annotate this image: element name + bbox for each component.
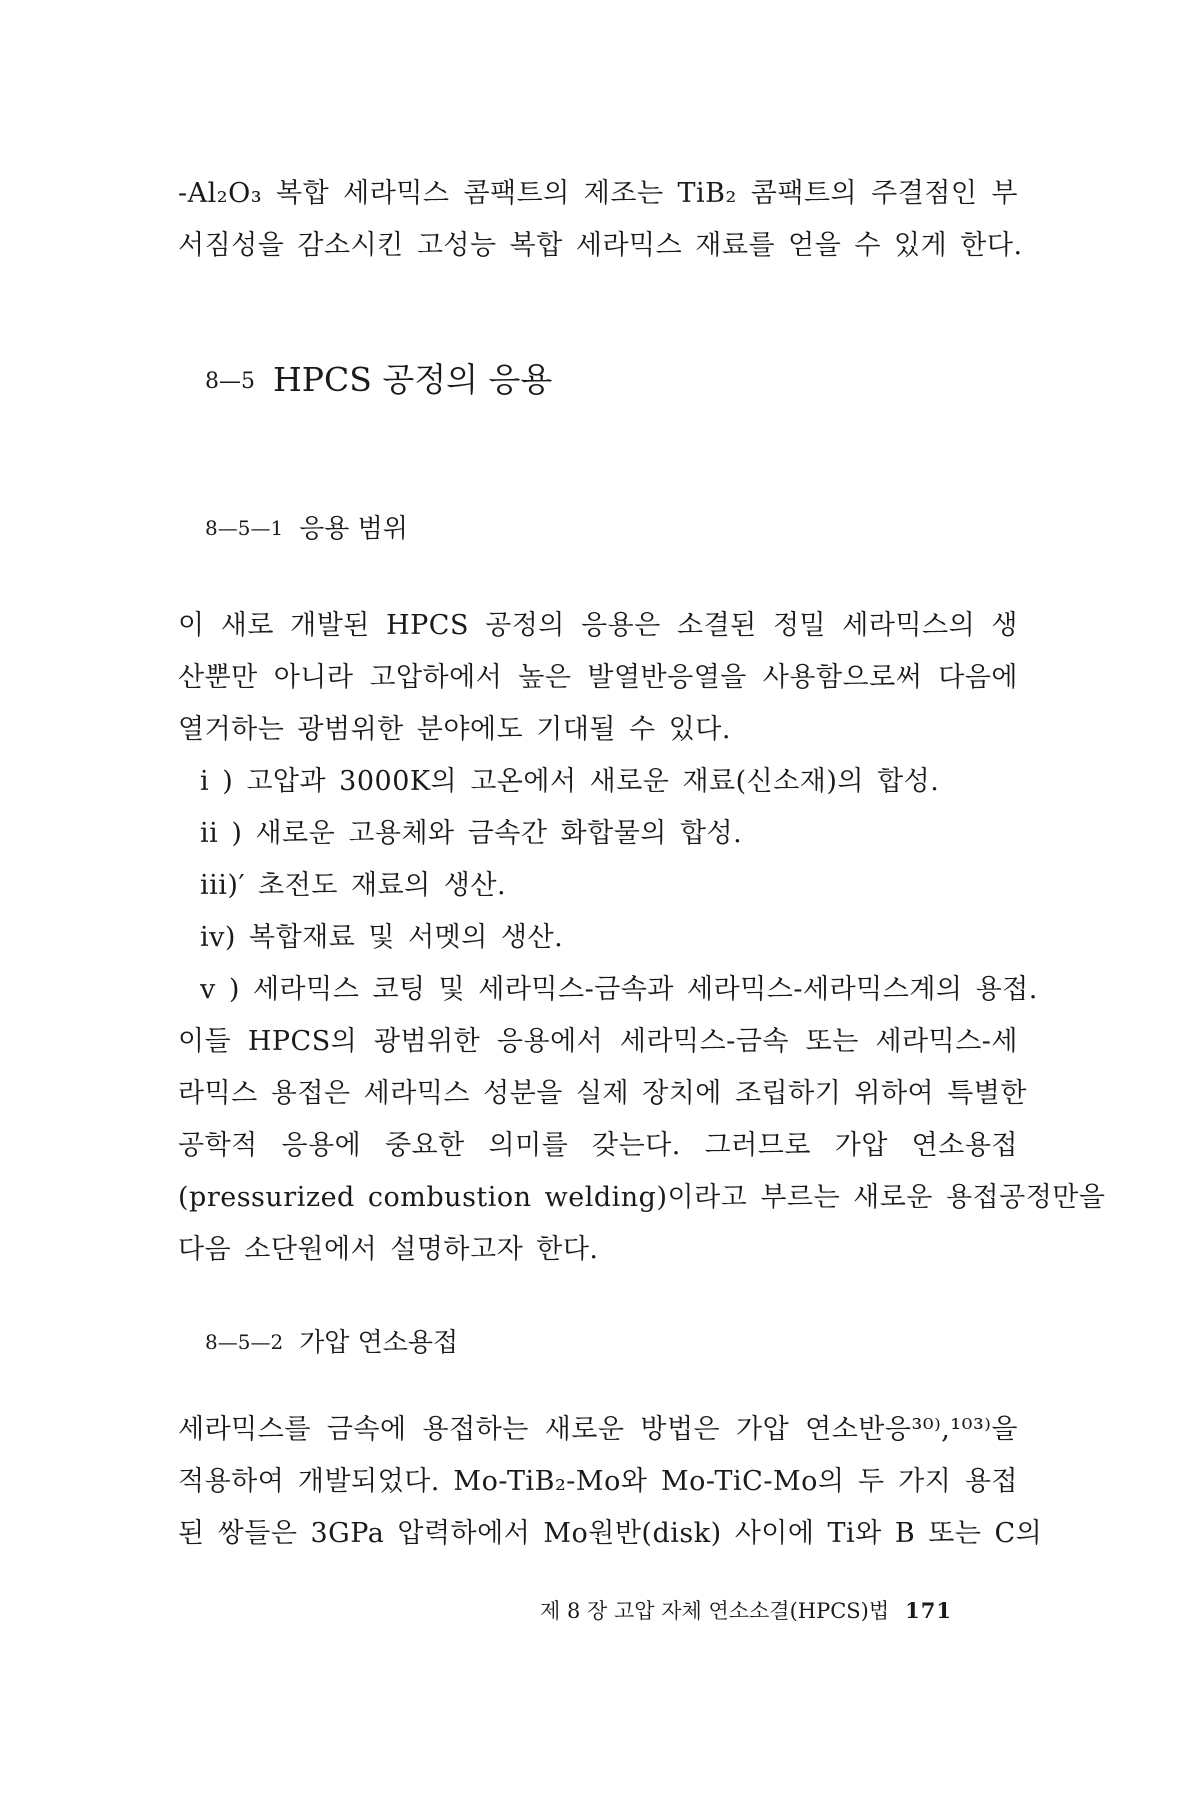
- intro-paragraph: [178, 168, 1023, 272]
- section-number: 8—5: [205, 369, 255, 394]
- text-line: 이들 HPCS의 광범위한 응용에서 세라믹스-금속 또는 세라믹스-세: [178, 1026, 1018, 1057]
- text-line: 세라믹스를 금속에 용접하는 새로운 방법은 가압 연소반응³⁰⁾,¹⁰³⁾을: [178, 1414, 1018, 1445]
- body-paragraph: [178, 1404, 1043, 1560]
- text-line: 다음 소단원에서 설명하고자 한다.: [178, 1234, 599, 1265]
- section-heading: [205, 355, 552, 407]
- text-line: (pressurized combustion welding)이라고 부르는 새로운 용접공정만을: [178, 1182, 1106, 1213]
- text-line: 공학적 응용에 중요한 의미를 갖는다. 그러므로 가압 연소용접: [178, 1130, 1018, 1161]
- subsection-heading: [205, 508, 408, 549]
- section-title: HPCS 공정의 응용: [273, 360, 553, 399]
- list-item: v ) 세라믹스 코팅 및 세라믹스-금속과 세라믹스-세라믹스계의 용접.: [200, 974, 1038, 1005]
- text-line: 이 새로 개발된 HPCS 공정의 응용은 소결된 정밀 세라믹스의 생: [178, 610, 1018, 641]
- subsection-title: 가압 연소용접: [299, 1328, 459, 1358]
- text-line: 서짐성을 감소시킨 고성능 복합 세라믹스 재료를 얻을 수 있게 한다.: [178, 230, 1023, 261]
- list-item: iii)′ 초전도 재료의 생산.: [200, 870, 507, 901]
- subsection-number: 8—5—2: [205, 1330, 284, 1354]
- application-list: [178, 756, 1038, 1016]
- text-line: 라믹스 용접은 세라믹스 성분을 실제 장치에 조립하기 위하여 특별한: [178, 1078, 1027, 1109]
- subsection-title: 응용 범위: [299, 514, 408, 544]
- chapter-title: 제 8 장 고압 자체 연소소결(HPCS)법: [540, 1599, 890, 1623]
- text-line: 된 쌍들은 3GPa 압력하에서 Mo원반(disk) 사이에 Ti와 B 또는 C의: [178, 1518, 1043, 1549]
- subsection-heading: [205, 1322, 458, 1363]
- list-item: ii ) 새로운 고용체와 금속간 화합물의 합성.: [200, 818, 743, 849]
- text-line: 적용하여 개발되었다. Mo-TiB₂-Mo와 Mo-TiC-Mo의 두 가지 용접: [178, 1466, 1018, 1497]
- subsection-number: 8—5—1: [205, 516, 284, 540]
- body-paragraph: [178, 1016, 1106, 1276]
- text-line: -Al₂O₃ 복합 세라믹스 콤팩트의 제조는 TiB₂ 콤팩트의 주결점인 부: [178, 178, 1018, 209]
- list-item: i ) 고압과 3000K의 고온에서 새로운 재료(신소재)의 합성.: [200, 766, 940, 797]
- text-line: 산뿐만 아니라 고압하에서 높은 발열반응열을 사용함으로써 다음에: [178, 662, 1018, 693]
- body-paragraph: [178, 600, 1018, 756]
- page-number: 171: [905, 1598, 953, 1623]
- list-item: iv) 복합재료 및 서멧의 생산.: [200, 922, 564, 953]
- running-footer: [540, 1595, 952, 1627]
- text-line: 열거하는 광범위한 분야에도 기대될 수 있다.: [178, 714, 731, 745]
